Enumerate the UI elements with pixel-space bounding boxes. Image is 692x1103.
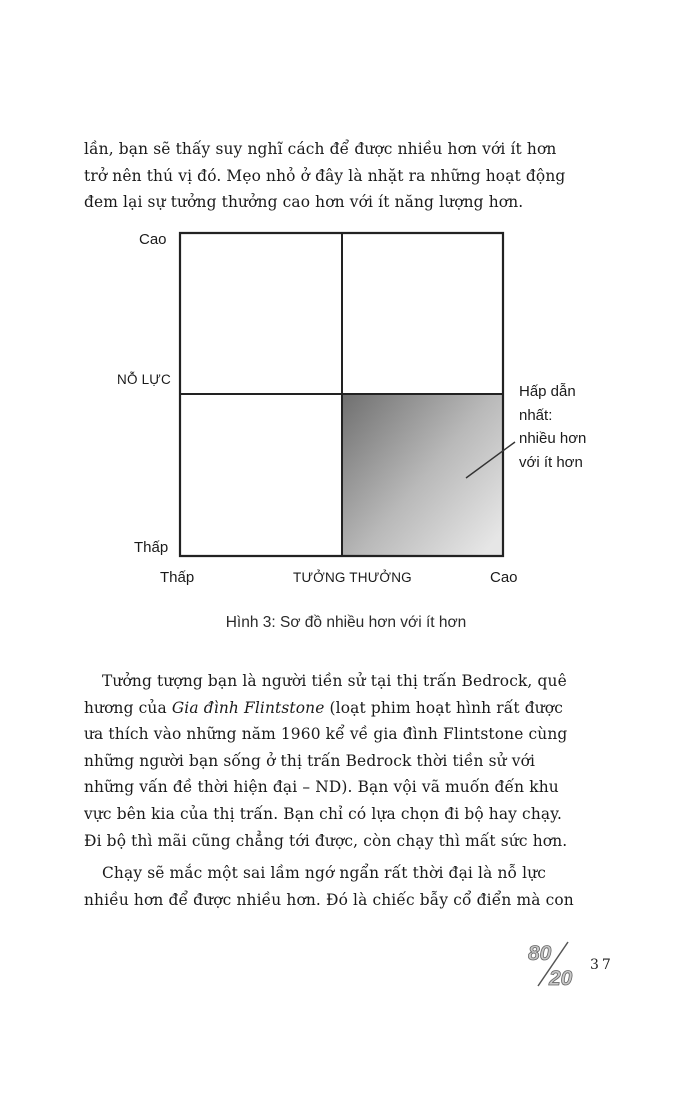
logo-top-number: 80 [528,942,552,965]
annotation-text [519,380,586,474]
annotation-line: nhất: [519,406,553,424]
paragraph-2 [84,860,608,913]
text-segment: hương của [84,698,172,717]
highlight-quadrant [342,394,503,556]
figure-caption: Hình 3: Sơ đồ nhiều hơn với ít hơn [225,614,467,631]
text-line: đem lại sự tưởng thưởng cao hơn với ít năng lượng hơn. [84,193,524,212]
y-axis-low-label: Thấp [134,539,169,556]
text-line: trở nên thú vị đó. Mẹo nhỏ ở đây là nhặt ra những hoạt động [84,166,566,185]
italic-title: Gia đình Flintstone [171,698,325,717]
paragraph-top [84,136,608,216]
logo-graphic [528,940,580,990]
text-segment: (loạt phim hoạt hình rất được [324,698,563,717]
text-line: vực bên kia của thị trấn. Bạn chỉ có lựa chọn đi bộ hay chạy. [84,804,563,823]
y-axis-title: NỖ LỰC [117,372,171,387]
paragraph-1 [84,668,608,854]
text-line: Tưởng tượng bạn là người tiền sử tại thị trấn Bedrock, quê [102,672,567,690]
effort-reward-diagram [0,220,692,600]
book-logo-80-20 [528,940,580,990]
x-axis-low-label: Thấp [160,569,195,586]
annotation-line: nhiều hơn [519,430,587,447]
text-line: những người bạn sống ở thị trấn Bedrock thời tiền sử với [84,751,536,770]
diagram-graphic [0,220,692,600]
x-axis-title: TƯỞNG THƯỞNG [293,570,412,585]
text-line: Đi bộ thì mãi cũng chẳng tới được, còn chạy thì mất sức hơn. [84,831,568,850]
x-axis-high-label: Cao [490,569,518,586]
text-line [84,695,608,722]
y-axis-high-label: Cao [139,231,167,248]
text-line: nhiều hơn để được nhiều hơn. Đó là chiếc bẫy cổ điển mà con [84,890,574,909]
text-line: ưa thích vào những năm 1960 kể về gia đình Flintstone cùng [84,725,568,744]
annotation-line: Hấp dẫn [519,383,576,400]
text-line: những vấn đề thời hiện đại – ND). Bạn vội vã muốn đến khu [84,778,559,797]
text-line: lần, bạn sẽ thấy suy nghĩ cách để được nhiều hơn với ít hơn [84,140,557,158]
page-number: 37 [590,957,614,973]
annotation-line: với ít hơn [519,453,583,471]
text-line: Chạy sẽ mắc một sai lầm ngớ ngẩn rất thời đại là nỗ lực [102,864,547,882]
logo-bottom-number: 20 [549,967,573,990]
